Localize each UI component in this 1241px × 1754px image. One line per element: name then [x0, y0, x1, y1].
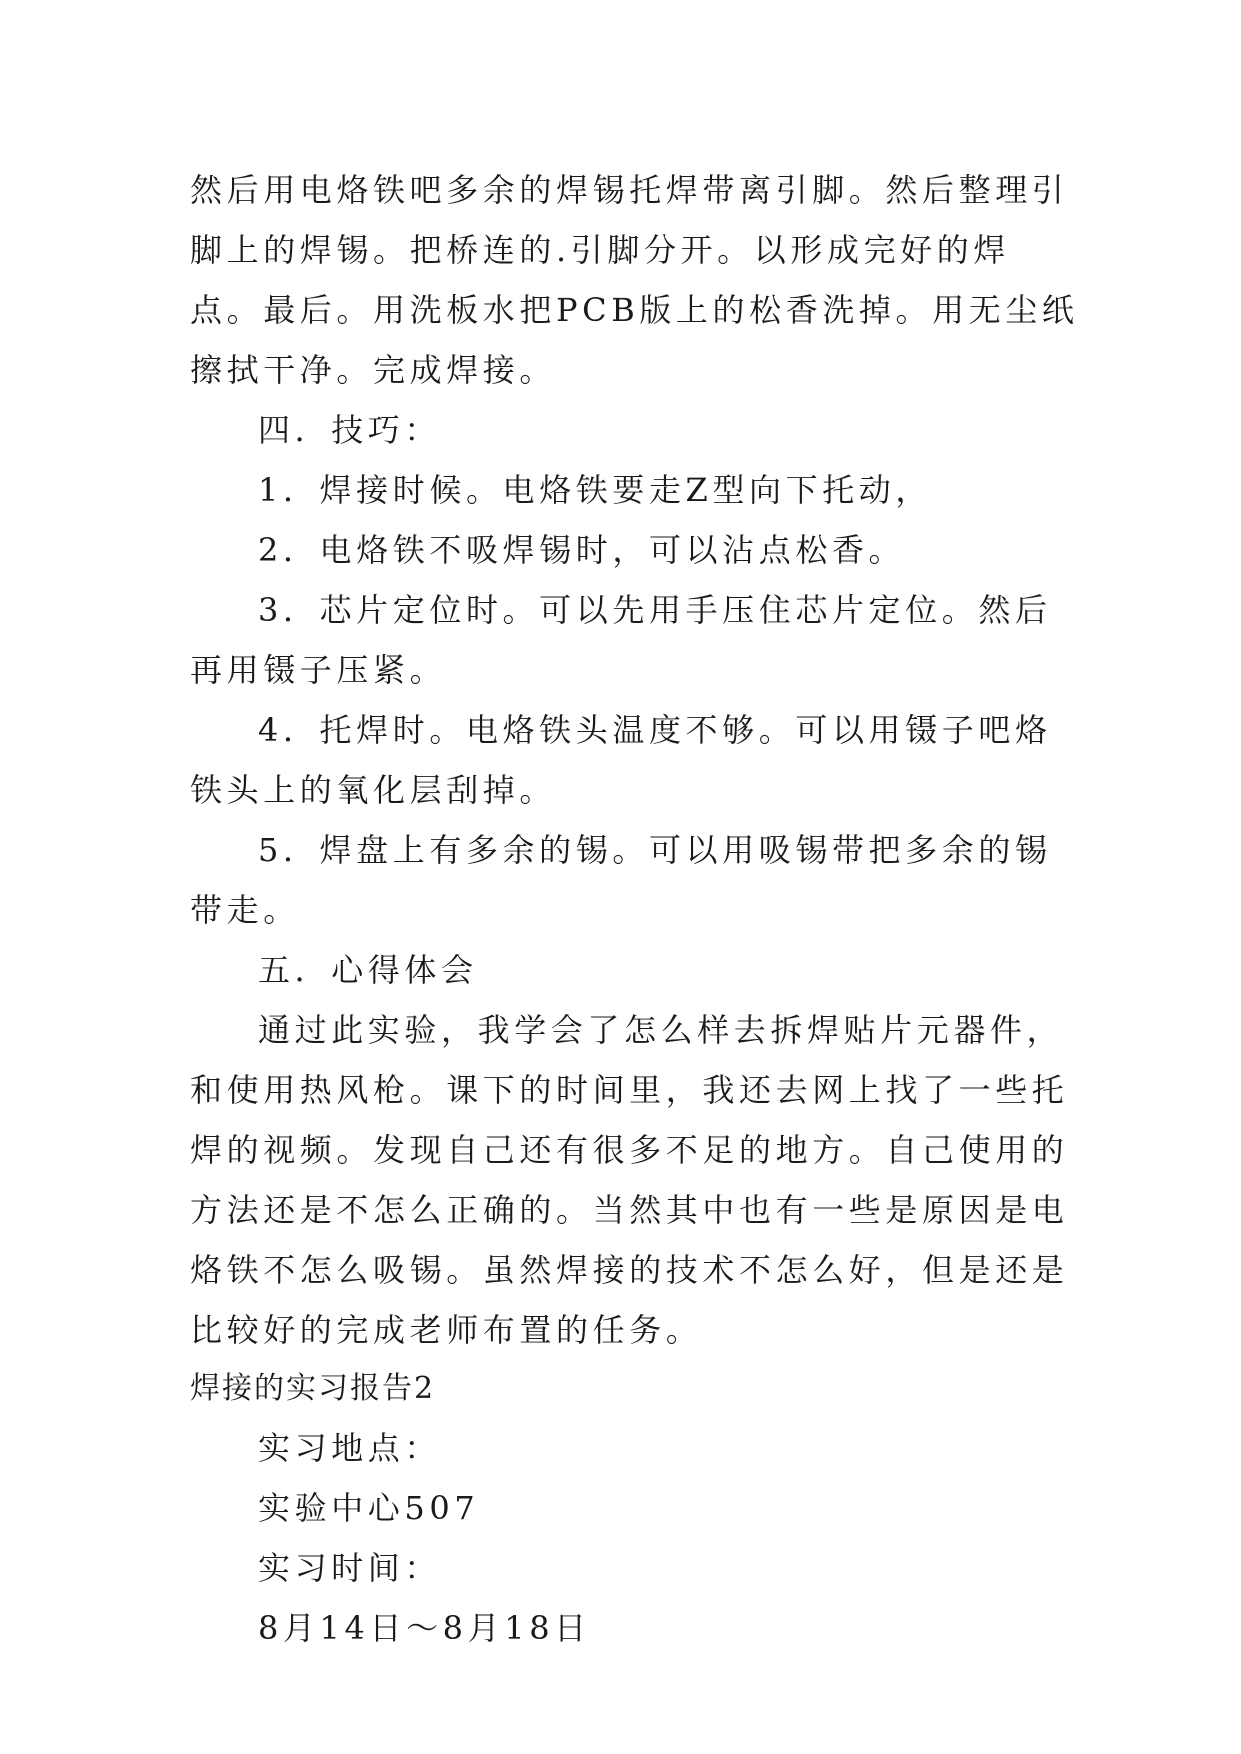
tip-item-1: 1．焊接时候。电烙铁要走Z型向下托动， [258, 471, 932, 509]
tip-item-4: 4．托焊时。电烙铁头温度不够。可以用镊子吧烙铁头上的氧化层刮掉。 [190, 711, 1052, 809]
tip-item-2: 2．电烙铁不吸焊锡时，可以沾点松香。 [258, 531, 906, 569]
tip-item-3: 3．芯片定位时。可以先用手压住芯片定位。然后再用镊子压紧。 [190, 591, 1052, 689]
report-2-title: 焊接的实习报告2 [190, 1371, 436, 1406]
tip-item-5: 5．焊盘上有多余的锡。可以用吸锡带把多余的锡带走。 [190, 831, 1052, 929]
location-label: 实习地点： [258, 1429, 442, 1467]
time-value: 8月14日～8月18日 [258, 1609, 591, 1647]
location-value: 实验中心507 [258, 1489, 480, 1527]
time-label: 实习时间： [258, 1549, 442, 1587]
paragraph-reflection: 通过此实验，我学会了怎么样去拆焊贴片元器件，和使用热风枪。课下的时间里，我还去网上找了一些托焊的视频。发现自己还有很多不足的地方。自己使用的方法还是不怎么正确的。当然其中也有一些是原因是电烙铁不怎么吸锡。虽然焊接的技术不怎么好，但是还是比较好的完成老师布置的任务。 [190, 1011, 1069, 1349]
paragraph-soldering-finish: 然后用电烙铁吧多余的焊锡托焊带离引脚。然后整理引脚上的焊锡。把桥连的.引脚分开。以形成完好的焊点。最后。用洗板水把PCB版上的松香洗掉。用无尘纸擦拭干净。完成焊接。 [190, 171, 1079, 389]
section-heading-tips: 四．技巧： [258, 411, 442, 449]
section-heading-reflection: 五．心得体会 [258, 951, 478, 989]
document-body [190, 160, 1080, 1658]
